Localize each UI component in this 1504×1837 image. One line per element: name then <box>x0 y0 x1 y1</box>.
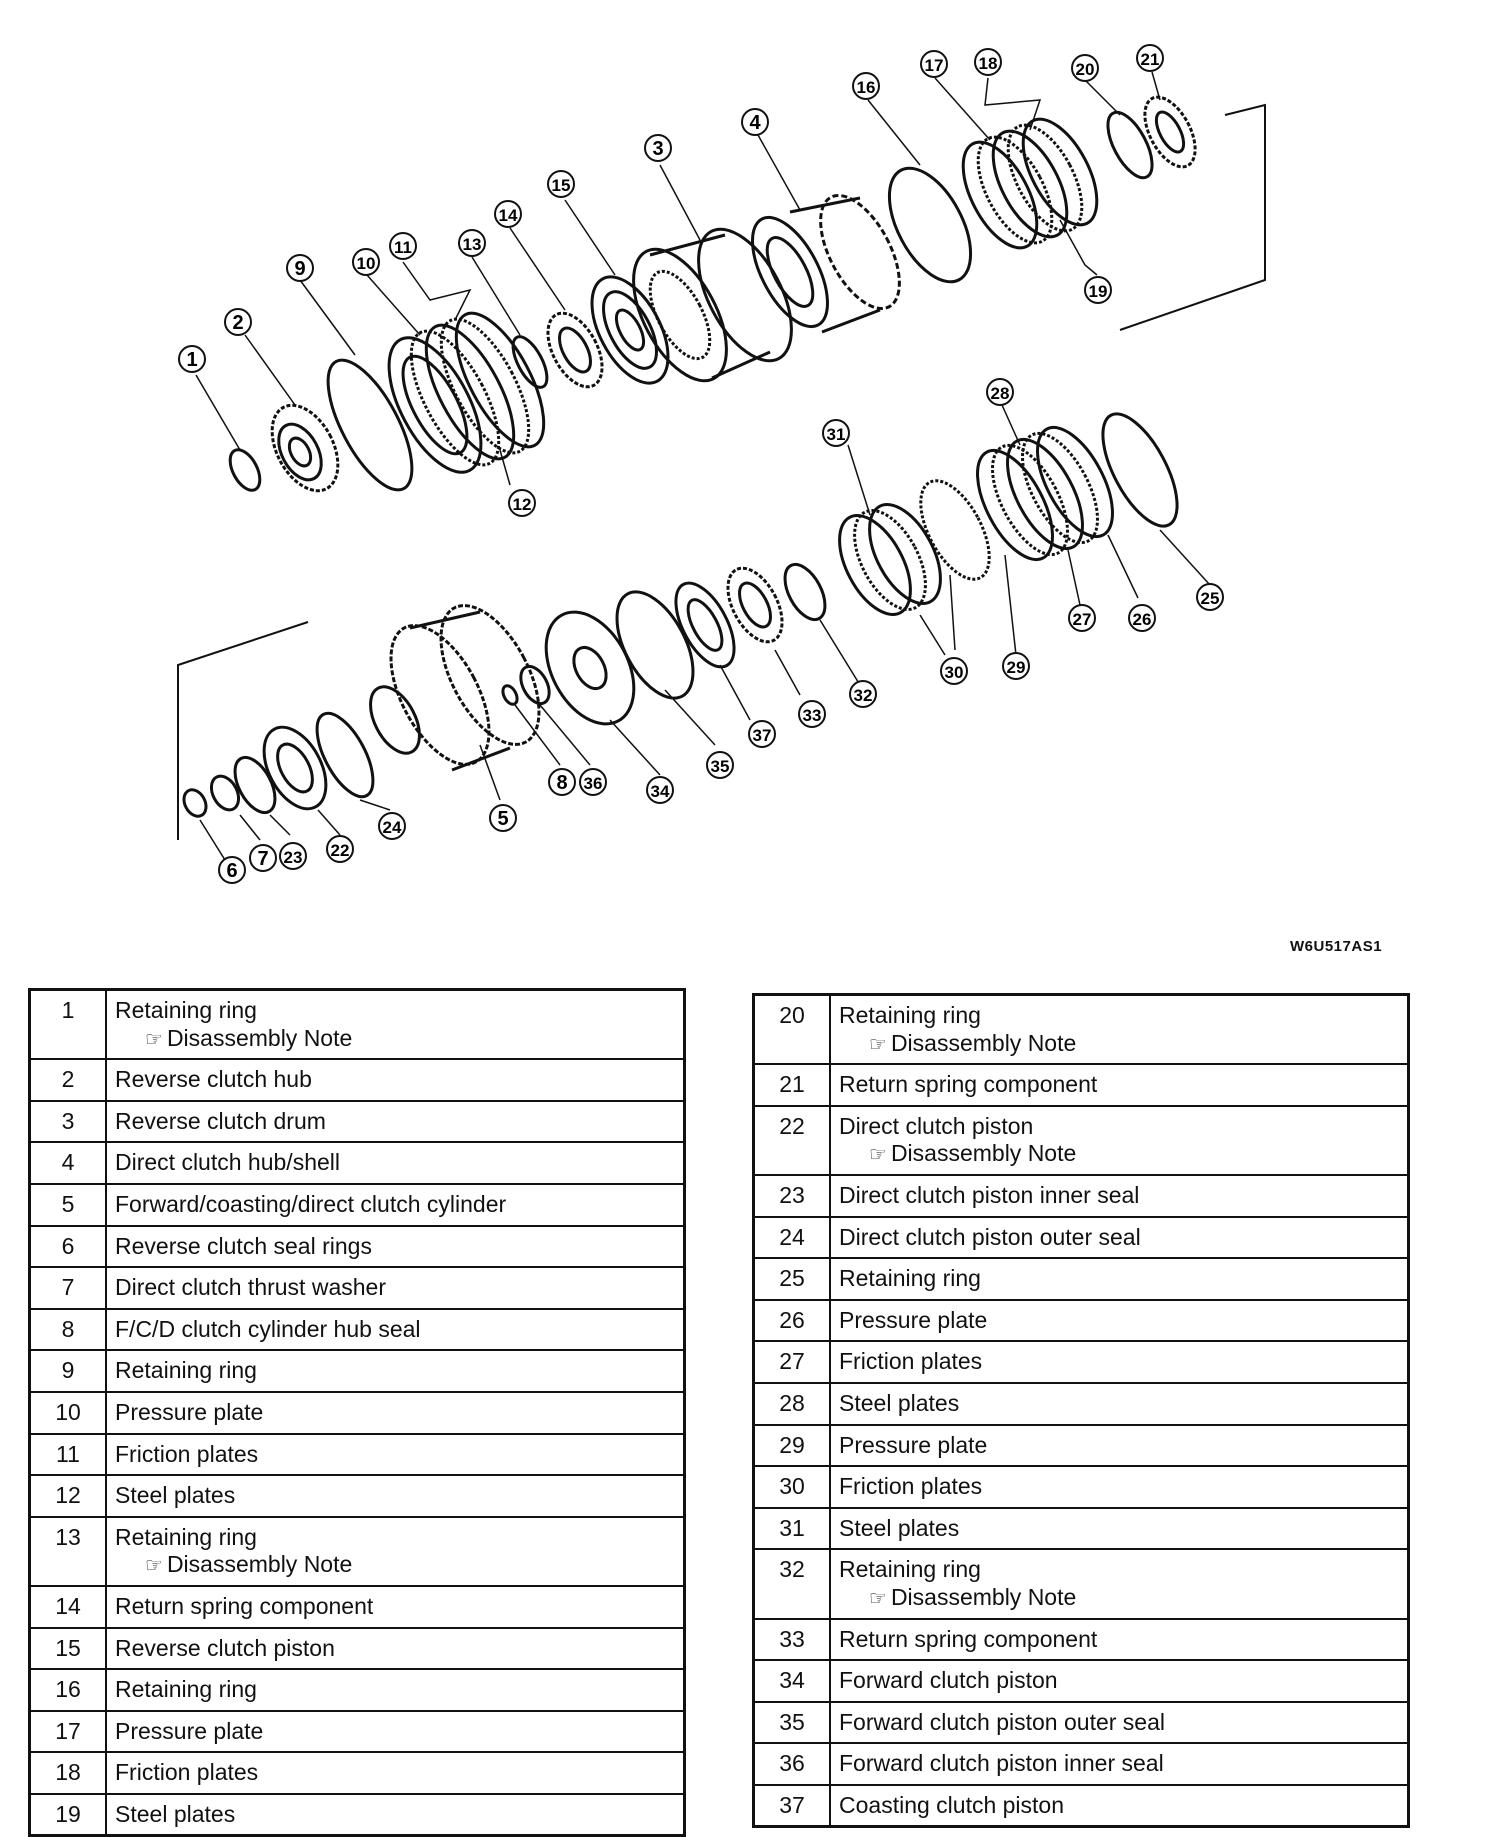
callout-17 <box>921 51 947 77</box>
svg-text:29: 29 <box>1006 658 1026 677</box>
svg-text:34: 34 <box>650 782 670 801</box>
part-number: 7 <box>30 1267 107 1309</box>
parts-table-row <box>754 1064 1409 1106</box>
part-number: 22 <box>754 1106 831 1175</box>
part-name: Reverse clutch piston <box>115 1634 335 1661</box>
part-name: Retaining ring <box>115 1357 257 1384</box>
part-name: Friction plates <box>839 1348 983 1375</box>
part-number: 3 <box>30 1101 107 1143</box>
pointing-hand-icon: ☞ <box>869 1031 887 1056</box>
svg-text:16: 16 <box>856 78 876 97</box>
parts-table-row <box>754 1341 1409 1383</box>
note-text: Disassembly Note <box>890 1029 1077 1056</box>
svg-text:17: 17 <box>924 56 944 75</box>
callout-16 <box>853 73 879 99</box>
callout-5 <box>490 805 516 831</box>
part-name: Forward/coasting/direct clutch cylinder <box>115 1190 507 1217</box>
parts-table-row <box>30 1475 685 1517</box>
part-7-thrust-washer <box>206 771 244 814</box>
part-name: Direct clutch piston outer seal <box>839 1223 1141 1250</box>
part-description <box>830 1425 1409 1467</box>
part-description <box>106 1226 685 1268</box>
part-8-hub-seal <box>500 683 520 706</box>
note-text: Disassembly Note <box>890 1140 1077 1167</box>
part-description <box>106 1350 685 1392</box>
callout-25 <box>1197 584 1223 610</box>
parts-table-row <box>30 1184 685 1226</box>
callout-11 <box>390 233 416 259</box>
svg-text:7: 7 <box>257 848 269 870</box>
part-number: 24 <box>754 1217 831 1259</box>
callout-14 <box>495 201 521 227</box>
callout-9 <box>287 255 313 281</box>
part-number: 37 <box>754 1785 831 1827</box>
part-number: 30 <box>754 1466 831 1508</box>
part-description <box>830 1743 1409 1785</box>
part-description <box>106 990 685 1060</box>
parts-table-left <box>28 988 686 1837</box>
part-number: 8 <box>30 1309 107 1351</box>
part-name: Pressure plate <box>115 1398 264 1425</box>
part-name: Reverse clutch drum <box>115 1107 326 1134</box>
part-name: Forward clutch piston inner seal <box>839 1750 1164 1777</box>
callout-31 <box>823 420 849 446</box>
svg-text:9: 9 <box>294 258 306 280</box>
disassembly-note-link[interactable] <box>115 1551 675 1579</box>
parts-table-row <box>30 1392 685 1434</box>
part-description <box>106 1475 685 1517</box>
part-name: Retaining ring <box>115 1676 257 1703</box>
parts-table-row <box>754 1425 1409 1467</box>
part-name: Direct clutch piston <box>839 1112 1034 1139</box>
part-number: 29 <box>754 1425 831 1467</box>
part-name: Reverse clutch seal rings <box>115 1232 372 1259</box>
part-number: 26 <box>754 1300 831 1342</box>
svg-text:11: 11 <box>394 238 412 257</box>
part-description <box>830 1619 1409 1661</box>
part-description <box>106 1184 685 1226</box>
part-name: Retaining ring <box>115 997 257 1023</box>
svg-text:27: 27 <box>1072 610 1092 629</box>
part-name: Return spring component <box>115 1592 374 1619</box>
part-number: 5 <box>30 1184 107 1226</box>
part-number: 16 <box>30 1669 107 1711</box>
callout-6 <box>219 857 245 883</box>
part-number: 28 <box>754 1383 831 1425</box>
svg-text:35: 35 <box>710 757 730 776</box>
parts-table-row <box>754 1466 1409 1508</box>
callout-12 <box>509 490 535 516</box>
svg-text:22: 22 <box>330 841 350 860</box>
part-number: 6 <box>30 1226 107 1268</box>
part-name: Direct clutch piston inner seal <box>839 1181 1140 1208</box>
part-description <box>106 1794 685 1836</box>
parts-table-row <box>754 1619 1409 1661</box>
parts-table-row <box>754 1702 1409 1744</box>
callout-15 <box>548 171 574 197</box>
svg-text:12: 12 <box>512 495 532 514</box>
part-description <box>830 1660 1409 1702</box>
part-description <box>830 1217 1409 1259</box>
figure-code: W6U517AS1 <box>1290 938 1383 955</box>
part-11-12-clutch-pack <box>394 301 561 478</box>
pointing-hand-icon: ☞ <box>145 1553 163 1578</box>
part-number: 25 <box>754 1258 831 1300</box>
svg-text:31: 31 <box>826 425 846 444</box>
callout-28 <box>987 379 1013 405</box>
part-37-coasting-clutch-piston <box>664 574 746 676</box>
part-name: Friction plates <box>115 1759 259 1786</box>
part-name: Direct clutch hub/shell <box>115 1149 340 1176</box>
parts-table-row <box>754 1660 1409 1702</box>
part-name: Coasting clutch piston <box>839 1791 1065 1818</box>
part-name: Pressure plate <box>839 1431 988 1458</box>
svg-text:18: 18 <box>978 54 998 73</box>
part-number: 10 <box>30 1392 107 1434</box>
part-description <box>830 1702 1409 1744</box>
part-number: 12 <box>30 1475 107 1517</box>
part-description <box>106 1309 685 1351</box>
svg-text:25: 25 <box>1200 589 1220 608</box>
callout-24 <box>379 813 405 839</box>
part-description <box>106 1752 685 1794</box>
part-name: Friction plates <box>115 1440 259 1467</box>
part-description <box>106 1142 685 1184</box>
pointing-hand-icon: ☞ <box>869 1585 887 1610</box>
svg-text:2: 2 <box>232 312 244 334</box>
part-17-19-clutch-pack <box>948 108 1112 260</box>
parts-table-row <box>30 1628 685 1670</box>
part-description <box>830 1549 1409 1618</box>
part-16-retaining-ring <box>873 155 988 295</box>
part-number: 18 <box>30 1752 107 1794</box>
svg-text:10: 10 <box>356 254 376 273</box>
part-21-return-spring <box>1135 89 1206 175</box>
part-description <box>106 1059 685 1101</box>
part-description <box>830 1106 1409 1175</box>
svg-text:5: 5 <box>497 808 509 830</box>
part-name: Forward clutch piston outer seal <box>839 1708 1165 1735</box>
pointing-hand-icon: ☞ <box>145 1026 163 1051</box>
svg-text:6: 6 <box>226 860 238 882</box>
part-name: Steel plates <box>115 1800 236 1827</box>
callout-34 <box>647 777 673 803</box>
part-number: 32 <box>754 1549 831 1618</box>
parts-table-row <box>754 1300 1409 1342</box>
parts-table-row <box>754 1258 1409 1300</box>
callout-7 <box>250 845 276 871</box>
part-number: 19 <box>30 1794 107 1836</box>
part-name: Direct clutch thrust washer <box>115 1274 386 1301</box>
parts-table-row <box>30 1586 685 1628</box>
parts-table-row <box>30 1350 685 1392</box>
part-number: 11 <box>30 1434 107 1476</box>
parts-table-row <box>754 995 1409 1065</box>
svg-text:19: 19 <box>1088 282 1108 301</box>
part-number: 14 <box>30 1586 107 1628</box>
part-1-retaining-ring <box>224 445 266 495</box>
part-name: Pressure plate <box>839 1306 988 1333</box>
parts-table-row <box>30 1101 685 1143</box>
callout-10 <box>353 249 379 275</box>
svg-text:33: 33 <box>802 706 822 725</box>
part-32-retaining-ring <box>777 558 833 626</box>
svg-text:4: 4 <box>749 112 761 134</box>
callout-13 <box>459 230 485 256</box>
callout-20 <box>1072 55 1098 81</box>
callout-4 <box>742 109 768 135</box>
part-name: Reverse clutch hub <box>115 1066 312 1093</box>
parts-table-row <box>30 1059 685 1101</box>
part-description <box>106 1392 685 1434</box>
part-name: Retaining ring <box>115 1523 257 1550</box>
parts-table-row <box>754 1217 1409 1259</box>
callout-30 <box>941 658 967 684</box>
callout-21 <box>1137 45 1163 71</box>
part-description <box>106 1101 685 1143</box>
part-description <box>106 1586 685 1628</box>
disassembly-note-link[interactable] <box>115 1025 675 1053</box>
callout-37 <box>749 721 775 747</box>
part-description <box>830 1508 1409 1550</box>
parts-table-row <box>30 1226 685 1268</box>
callout-36 <box>580 769 606 795</box>
svg-text:1: 1 <box>186 349 198 371</box>
callout-2 <box>225 309 251 335</box>
part-15-reverse-clutch-piston <box>576 265 683 396</box>
part-number: 4 <box>30 1142 107 1184</box>
part-20-retaining-ring <box>1099 106 1161 185</box>
part-number: 21 <box>754 1064 831 1106</box>
part-description <box>830 1341 1409 1383</box>
part-name: Return spring component <box>839 1625 1098 1652</box>
part-29-31-clutch-pack <box>825 470 1003 626</box>
svg-text:36: 36 <box>583 774 603 793</box>
part-description <box>830 1785 1409 1827</box>
part-number: 35 <box>754 1702 831 1744</box>
part-name: Retaining ring <box>839 1002 981 1028</box>
part-description <box>830 1175 1409 1217</box>
svg-text:24: 24 <box>382 818 402 837</box>
callout-35 <box>707 752 733 778</box>
part-name: Forward clutch piston <box>839 1667 1058 1694</box>
parts-table-row <box>754 1743 1409 1785</box>
callout-18 <box>975 49 1001 75</box>
part-5-clutch-cylinder <box>360 590 559 780</box>
svg-text:28: 28 <box>990 384 1010 403</box>
svg-text:21: 21 <box>1140 50 1160 69</box>
svg-text:8: 8 <box>556 772 568 794</box>
part-description <box>830 1466 1409 1508</box>
parts-table-row <box>30 1142 685 1184</box>
part-description <box>830 1383 1409 1425</box>
callout-33 <box>799 701 825 727</box>
note-text: Disassembly Note <box>166 1551 353 1578</box>
callout-29 <box>1003 653 1029 679</box>
disassembly-note-link[interactable] <box>839 1030 1399 1058</box>
part-number: 34 <box>754 1660 831 1702</box>
part-number: 33 <box>754 1619 831 1661</box>
parts-table-row <box>30 1517 685 1586</box>
part-description <box>830 1258 1409 1300</box>
callout-3 <box>645 135 671 161</box>
parts-table-row <box>30 1711 685 1753</box>
part-number: 9 <box>30 1350 107 1392</box>
part-description <box>106 1628 685 1670</box>
svg-text:20: 20 <box>1075 60 1095 79</box>
part-number: 20 <box>754 995 831 1065</box>
part-description <box>106 1434 685 1476</box>
callout-8 <box>549 769 575 795</box>
svg-text:32: 32 <box>853 686 873 705</box>
part-name: Return spring component <box>839 1071 1098 1098</box>
parts-table-row <box>754 1549 1409 1618</box>
parts-table-row <box>30 990 685 1060</box>
svg-text:15: 15 <box>551 176 571 195</box>
part-number: 27 <box>754 1341 831 1383</box>
part-name: Pressure plate <box>115 1717 264 1744</box>
parts-table-row <box>30 1267 685 1309</box>
part-description <box>106 1267 685 1309</box>
parts-table-row <box>30 1752 685 1794</box>
parts-table-row <box>30 1434 685 1476</box>
part-number: 17 <box>30 1711 107 1753</box>
part-number: 2 <box>30 1059 107 1101</box>
part-description <box>830 1064 1409 1106</box>
part-number: 23 <box>754 1175 831 1217</box>
part-description <box>830 995 1409 1065</box>
parts-table-row <box>754 1508 1409 1550</box>
parts-table-row <box>30 1309 685 1351</box>
part-name: Retaining ring <box>839 1556 981 1583</box>
callout-19 <box>1085 277 1111 303</box>
note-text: Disassembly Note <box>166 1024 353 1051</box>
part-number: 36 <box>754 1743 831 1785</box>
part-description <box>106 1711 685 1753</box>
parts-table-row <box>754 1383 1409 1425</box>
svg-text:37: 37 <box>752 726 772 745</box>
callout-labels <box>179 45 1223 883</box>
part-6-seal-rings <box>180 786 211 820</box>
pointing-hand-icon: ☞ <box>869 1142 887 1167</box>
part-name: F/C/D clutch cylinder hub seal <box>115 1315 421 1342</box>
parts-table-row <box>30 1669 685 1711</box>
part-name: Steel plates <box>839 1389 960 1416</box>
callout-23 <box>280 843 306 869</box>
callout-27 <box>1069 605 1095 631</box>
part-13-retaining-ring <box>506 332 553 393</box>
part-description <box>106 1517 685 1586</box>
svg-text:14: 14 <box>498 206 518 225</box>
part-2-reverse-clutch-hub <box>259 394 352 502</box>
parts-table-row <box>754 1106 1409 1175</box>
svg-text:30: 30 <box>944 663 964 682</box>
svg-text:26: 26 <box>1132 610 1152 629</box>
part-number: 13 <box>30 1517 107 1586</box>
svg-text:13: 13 <box>462 235 482 254</box>
callout-26 <box>1129 605 1155 631</box>
parts-table-row <box>754 1175 1409 1217</box>
callout-22 <box>327 836 353 862</box>
parts-table-right <box>752 993 1410 1828</box>
callout-32 <box>850 681 876 707</box>
callout-1 <box>179 346 205 372</box>
part-number: 1 <box>30 990 107 1060</box>
part-9-retaining-ring <box>311 348 428 501</box>
parts-table-row <box>30 1794 685 1836</box>
part-14-return-spring <box>537 304 613 395</box>
svg-text:3: 3 <box>652 138 664 160</box>
note-text: Disassembly Note <box>890 1583 1077 1610</box>
part-name: Steel plates <box>839 1514 960 1541</box>
part-name: Steel plates <box>115 1482 236 1509</box>
part-33-return-spring <box>717 559 793 650</box>
part-number: 15 <box>30 1628 107 1670</box>
disassembly-note-link[interactable] <box>839 1140 1399 1168</box>
disassembly-note-link[interactable] <box>839 1584 1399 1612</box>
part-number: 31 <box>754 1508 831 1550</box>
part-25-retaining-ring <box>1088 403 1192 537</box>
part-name: Friction plates <box>839 1473 983 1500</box>
part-description <box>830 1300 1409 1342</box>
part-description <box>106 1669 685 1711</box>
svg-text:23: 23 <box>283 848 303 867</box>
part-name: Retaining ring <box>839 1265 981 1292</box>
parts-table-row <box>754 1785 1409 1827</box>
